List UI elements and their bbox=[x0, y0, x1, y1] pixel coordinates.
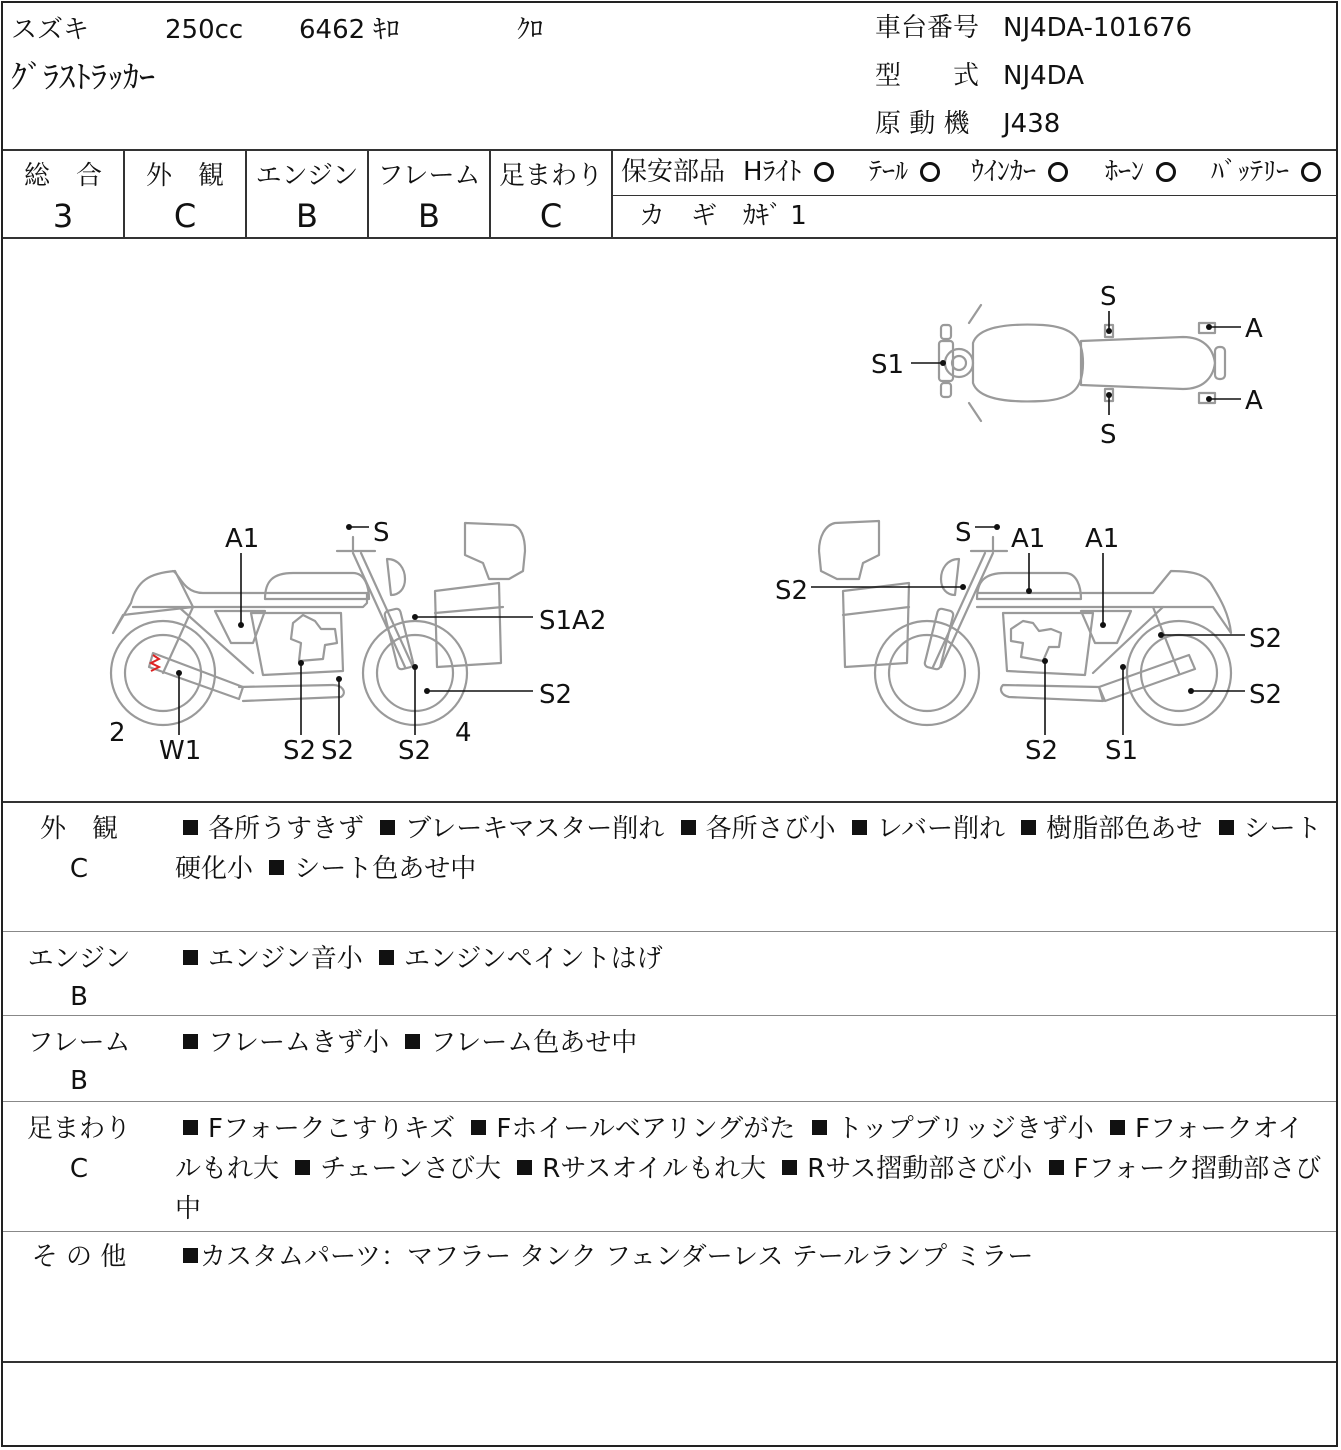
safety-item-winker bbox=[971, 159, 1068, 185]
bullet-square-icon bbox=[183, 1248, 198, 1263]
ok-circle-icon bbox=[920, 162, 940, 182]
grade-label: フレーム bbox=[377, 161, 481, 191]
label-s2-exhaust: S2 bbox=[321, 736, 355, 766]
key-label: カ ギ bbox=[639, 201, 718, 231]
top-view-motorcycle bbox=[939, 305, 1225, 421]
section-body-other bbox=[175, 1237, 1325, 1277]
finding-item: 各所うすきず bbox=[208, 814, 365, 844]
safety-label: 保安部品 bbox=[621, 157, 726, 187]
safety-item-name: ｳｲﾝｶｰ bbox=[971, 157, 1037, 187]
finding-item: トップブリッジきず小 bbox=[836, 1114, 1094, 1144]
bullet-square-icon bbox=[183, 950, 198, 965]
label-s2-lower: S2 bbox=[1249, 680, 1283, 710]
color: ｸﾛ bbox=[517, 15, 544, 45]
safety-item-name: Hﾗｲﾄ bbox=[743, 157, 802, 187]
key-value: ｶｷﾞ 1 bbox=[743, 201, 807, 231]
ok-circle-icon bbox=[1156, 162, 1176, 182]
section-body-suspension bbox=[175, 1109, 1325, 1229]
grade-value: B bbox=[296, 197, 318, 235]
finding-item: ブレーキマスター削れ bbox=[405, 814, 665, 844]
divider bbox=[613, 195, 1336, 196]
top-view-labels bbox=[871, 282, 1263, 450]
label-s2-upper: S2 bbox=[1249, 624, 1283, 654]
bullet-square-icon bbox=[380, 820, 395, 835]
bullet-square-icon bbox=[852, 820, 867, 835]
bullet-square-icon bbox=[183, 1034, 198, 1049]
grade-value: B bbox=[418, 197, 440, 235]
safety-item-name: ﾊﾞｯﾃﾘｰ bbox=[1211, 157, 1290, 187]
ok-circle-icon bbox=[1301, 162, 1321, 182]
label-s-handlebar: S bbox=[373, 518, 390, 548]
divider bbox=[611, 151, 613, 237]
damage-diagram bbox=[3, 239, 1340, 801]
ok-circle-icon bbox=[1048, 162, 1068, 182]
label-a-upper: A bbox=[1245, 314, 1263, 344]
label-s1-swingarm: S1 bbox=[1105, 736, 1139, 766]
finding-item: Rサスオイルもれ大 bbox=[542, 1154, 766, 1184]
safety-item-headlight bbox=[743, 159, 834, 185]
finding-item: Fフォークオイルもれ大 bbox=[175, 1114, 1304, 1184]
engine-value: J438 bbox=[1003, 109, 1061, 139]
label-s2-screen: S2 bbox=[775, 576, 809, 606]
finding-item: Fフォークこすりキズ bbox=[208, 1114, 456, 1144]
safety-item-horn bbox=[1105, 159, 1176, 185]
divider bbox=[3, 931, 1336, 932]
section-body-frame bbox=[175, 1023, 1325, 1063]
section-grade-frame: B bbox=[70, 1066, 88, 1096]
safety-item-name: ﾎｰﾝ bbox=[1105, 157, 1145, 187]
label-s-handlebar-right: S bbox=[955, 518, 972, 548]
mileage: 6462 ｷﾛ bbox=[299, 15, 400, 45]
bullet-square-icon bbox=[405, 1034, 420, 1049]
finding-item: Fホイールベアリングがた bbox=[496, 1114, 796, 1144]
grade-frame bbox=[369, 151, 489, 237]
label-s2-fork: S2 bbox=[398, 736, 432, 766]
bullet-square-icon bbox=[681, 820, 696, 835]
finding-item: Fフォーク摺動部さび中 bbox=[175, 1154, 1322, 1224]
bullet-square-icon bbox=[295, 1160, 310, 1175]
grade-value: 3 bbox=[52, 197, 74, 235]
section-title-frame: フレーム bbox=[27, 1028, 131, 1058]
finding-item: 樹脂部色あせ bbox=[1046, 814, 1203, 844]
frame-no: NJ4DA-101676 bbox=[1003, 13, 1193, 43]
section-title-suspension: 足まわり bbox=[26, 1114, 131, 1144]
type-value: NJ4DA bbox=[1003, 61, 1085, 91]
label-s2-front-wheel: S2 bbox=[539, 680, 573, 710]
label-number-2: 2 bbox=[109, 718, 126, 748]
finding-item: レバー削れ bbox=[876, 814, 1005, 844]
label-a1-tank: A1 bbox=[1011, 524, 1046, 554]
section-grade-suspension: C bbox=[69, 1154, 89, 1184]
grade-label: 総 合 bbox=[23, 161, 102, 191]
finding-item: カスタムパーツ：マフラー タンク フェンダーレス テールランプ ミラー bbox=[200, 1242, 1034, 1272]
grade-label: エンジン bbox=[255, 161, 359, 191]
grade-value: C bbox=[539, 197, 563, 235]
label-a1-sidecover: A1 bbox=[1085, 524, 1120, 554]
label-number-4: 4 bbox=[455, 718, 472, 748]
label-s-bottom: S bbox=[1100, 420, 1117, 450]
frame-no-label: 車台番号 bbox=[875, 13, 980, 43]
bullet-square-icon bbox=[379, 950, 394, 965]
left-side-motorcycle bbox=[111, 523, 525, 725]
grade-suspension bbox=[491, 151, 611, 237]
divider bbox=[3, 801, 1336, 803]
bullet-square-icon bbox=[517, 1160, 532, 1175]
bullet-square-icon bbox=[269, 860, 284, 875]
bullet-square-icon bbox=[1110, 1120, 1125, 1135]
label-s1-front: S1 bbox=[871, 350, 905, 380]
bullet-square-icon bbox=[1021, 820, 1036, 835]
grade-overall bbox=[3, 151, 123, 237]
inspection-sheet bbox=[1, 1, 1338, 1447]
finding-item: フレームきず小 bbox=[208, 1028, 389, 1058]
label-s1a2: S1A2 bbox=[539, 606, 607, 636]
grade-label: 外 観 bbox=[145, 161, 224, 191]
grade-engine bbox=[247, 151, 367, 237]
grade-value: C bbox=[173, 197, 197, 235]
finding-item: フレーム色あせ中 bbox=[430, 1028, 638, 1058]
bullet-square-icon bbox=[471, 1120, 486, 1135]
label-s-top: S bbox=[1100, 282, 1117, 312]
grade-label: 足まわり bbox=[498, 161, 603, 191]
engine-label: 原 動 機 bbox=[875, 109, 970, 139]
displacement: 250cc bbox=[165, 15, 244, 45]
label-a-lower: A bbox=[1245, 386, 1263, 416]
safety-item-taillight bbox=[869, 159, 940, 185]
finding-item: エンジンペイントはげ bbox=[403, 944, 663, 974]
finding-item: チェーンさび大 bbox=[320, 1154, 501, 1184]
section-grade-engine: B bbox=[70, 982, 88, 1012]
divider bbox=[3, 1231, 1336, 1232]
bullet-square-icon bbox=[1049, 1160, 1064, 1175]
bullet-square-icon bbox=[183, 1120, 198, 1135]
right-side-labels bbox=[775, 518, 1282, 766]
bullet-square-icon bbox=[782, 1160, 797, 1175]
finding-item: エンジン音小 bbox=[208, 944, 363, 974]
bullet-square-icon bbox=[812, 1120, 827, 1135]
finding-item: シート硬化小 bbox=[175, 814, 1322, 884]
section-title-exterior: 外 観 bbox=[39, 814, 118, 844]
label-s2-engine-right: S2 bbox=[1025, 736, 1059, 766]
label-s2-engine: S2 bbox=[283, 736, 317, 766]
grade-exterior bbox=[125, 151, 245, 237]
finding-item: Rサス摺動部さび小 bbox=[807, 1154, 1033, 1184]
finding-item: シート色あせ中 bbox=[294, 854, 477, 884]
model-name: ｸﾞﾗｽﾄﾗｯｶｰ bbox=[11, 58, 156, 96]
section-title-engine: エンジン bbox=[27, 944, 131, 974]
maker: スズキ bbox=[11, 15, 90, 45]
bullet-square-icon bbox=[183, 820, 198, 835]
divider bbox=[3, 1015, 1336, 1016]
section-grade-exterior: C bbox=[69, 854, 89, 884]
bullet-square-icon bbox=[1219, 820, 1234, 835]
label-a1: A1 bbox=[225, 524, 260, 554]
label-w1: W1 bbox=[159, 736, 202, 766]
finding-item: 各所さび小 bbox=[705, 814, 836, 844]
safety-item-name: ﾃｰﾙ bbox=[869, 157, 909, 187]
divider bbox=[3, 1101, 1336, 1102]
section-body-engine bbox=[175, 939, 1325, 979]
section-title-other: そ の 他 bbox=[31, 1242, 127, 1272]
section-body-exterior bbox=[175, 809, 1325, 889]
ok-circle-icon bbox=[814, 162, 834, 182]
type-label: 型 式 bbox=[875, 61, 980, 91]
safety-item-battery bbox=[1211, 159, 1321, 185]
divider bbox=[3, 1361, 1336, 1363]
